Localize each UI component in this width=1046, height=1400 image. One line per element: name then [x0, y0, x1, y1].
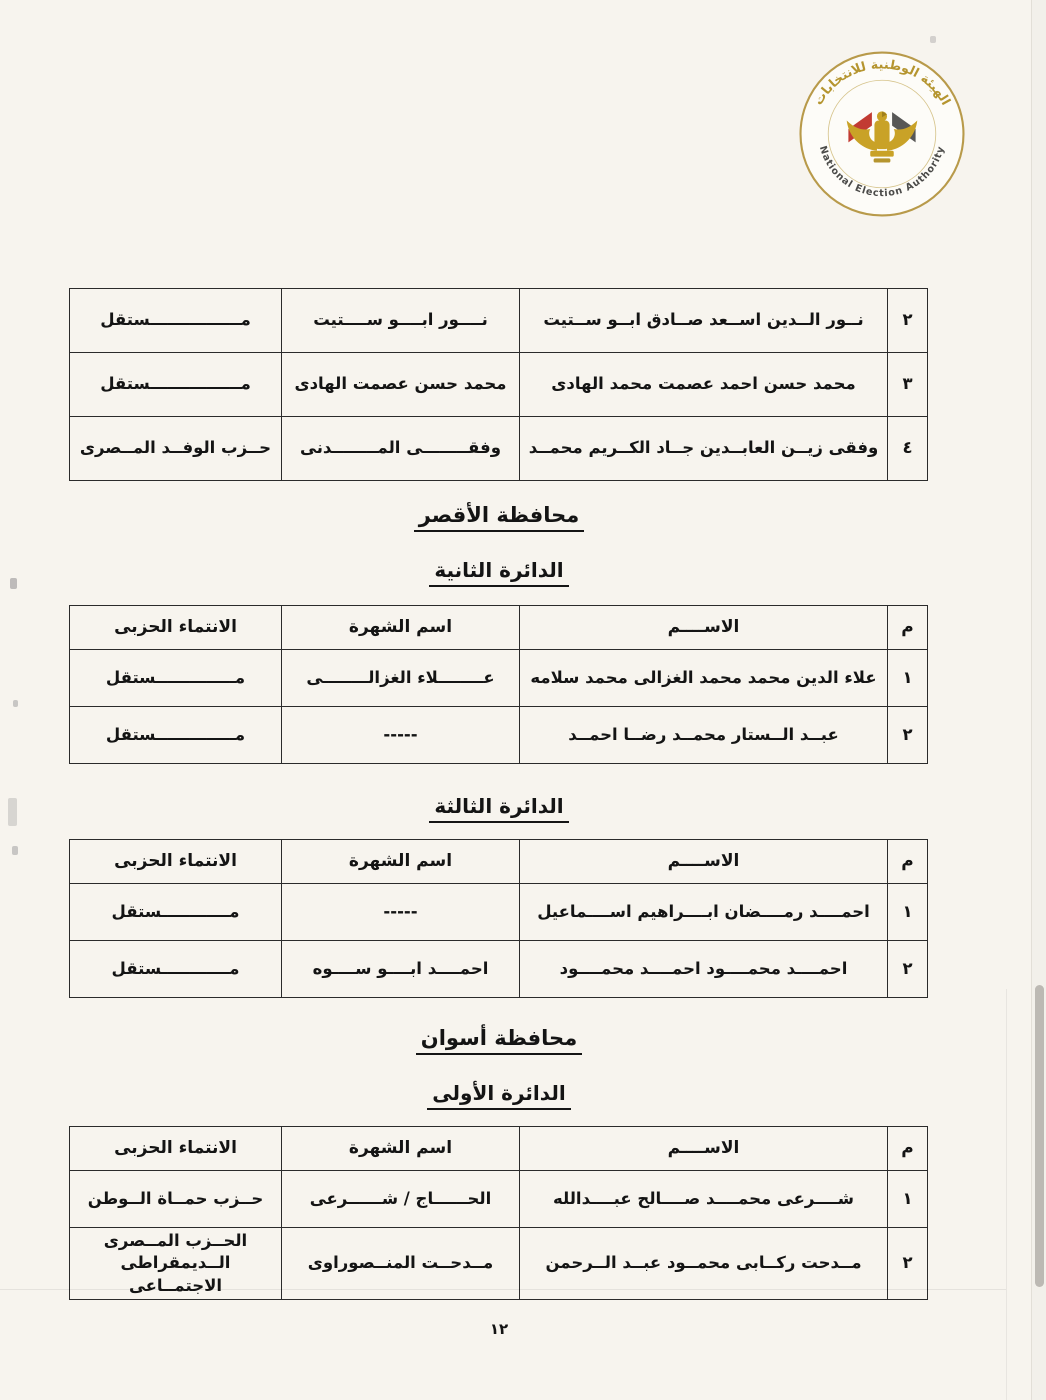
district-title: الدائرة الثانية [429, 558, 568, 587]
nickname-cell: نــــور ابــــو ســــتيت [282, 289, 520, 353]
column-header-num: م [888, 840, 928, 884]
district-heading-first [70, 1081, 928, 1110]
nickname-cell: وفقــــــــى المــــــــدنى [282, 417, 520, 481]
column-header-num: م [888, 606, 928, 650]
name-cell: مــدحت ركــابى محمــود عبــد الــرحمن [520, 1228, 888, 1300]
column-header-nickname: اسم الشهرة [282, 606, 520, 650]
table-row [70, 884, 928, 941]
table-row [70, 650, 928, 707]
governorate-heading-aswan [70, 1026, 928, 1055]
nickname-cell: مــدحــت المنــصوراوى [282, 1228, 520, 1300]
nickname-cell: محمد حسن عصمت الهادى [282, 353, 520, 417]
party-cell: مــــــــــــــستقل [70, 650, 282, 707]
name-cell: عبــد الــستار محمــد رضــا احمــد [520, 707, 888, 764]
candidates-table-luxor-district2 [69, 605, 928, 764]
column-header-num: م [888, 1127, 928, 1171]
num-cell: ٢ [888, 1228, 928, 1300]
name-cell: وفقى زيــن العابــدين جــاد الكــريم محمــد [520, 417, 888, 481]
num-cell: ١ [888, 650, 928, 707]
page-edge-horizontal [0, 1289, 1006, 1290]
party-cell: مــــــــــــــــستقل [70, 353, 282, 417]
name-cell: نــور الــدين اســعد صــادق ابــو ســتيت [520, 289, 888, 353]
candidates-table-continued [69, 288, 928, 481]
party-cell: الحــزب المــصرى الــديمقراطى الاجتمــاعى [70, 1228, 282, 1300]
party-cell: مــــــــــــستقل [70, 884, 282, 941]
column-header-party: الانتماء الحزبى [70, 840, 282, 884]
name-cell: شــــرعى محمــــد صــــالح عبــــدالله [520, 1171, 888, 1228]
governorate-title: محافظة الأقصر [414, 503, 585, 532]
num-cell: ٢ [888, 941, 928, 998]
district-title: الدائرة الأولى [427, 1081, 570, 1110]
governorate-title: محافظة أسوان [416, 1026, 582, 1055]
table-header-row [70, 606, 928, 650]
district-title: الدائرة الثالثة [429, 794, 568, 823]
document-page [70, 0, 928, 1338]
num-cell: ٢ [888, 707, 928, 764]
scan-artifact [13, 700, 18, 707]
party-cell: حــزب الوفــد المــصرى [70, 417, 282, 481]
district-heading-second [70, 558, 928, 587]
table-header-row [70, 1127, 928, 1171]
page-number: ١٢ [489, 1319, 509, 1338]
scan-artifact [930, 36, 936, 43]
table-header-row [70, 840, 928, 884]
district-heading-third [70, 794, 928, 823]
column-header-name: الاســــم [520, 606, 888, 650]
name-cell: احمــــد رمــــضان ابــــراهيم اســــماعيل [520, 884, 888, 941]
column-header-nickname: اسم الشهرة [282, 1127, 520, 1171]
scan-artifact [8, 798, 17, 826]
nickname-cell: الحــــــاج / شــــــرعى [282, 1171, 520, 1228]
candidates-table-luxor-district3 [69, 839, 928, 998]
num-cell: ١ [888, 884, 928, 941]
nickname-cell: ----- [282, 707, 520, 764]
nickname-cell: عــــــــلاء الغزالــــــــى [282, 650, 520, 707]
num-cell: ٣ [888, 353, 928, 417]
column-header-party: الانتماء الحزبى [70, 1127, 282, 1171]
num-cell: ٢ [888, 289, 928, 353]
party-cell: مــــــــــــــستقل [70, 707, 282, 764]
column-header-nickname: اسم الشهرة [282, 840, 520, 884]
table-row [70, 353, 928, 417]
name-cell: محمد حسن احمد عصمت محمد الهادى [520, 353, 888, 417]
column-header-name: الاســــم [520, 1127, 888, 1171]
nickname-cell: ----- [282, 884, 520, 941]
scan-artifact [10, 578, 17, 589]
scrollbar[interactable] [1031, 0, 1046, 1400]
governorate-heading-luxor [70, 503, 928, 532]
num-cell: ٤ [888, 417, 928, 481]
name-cell: احمــــد محمــــود احمــــد محمــــود [520, 941, 888, 998]
column-header-party: الانتماء الحزبى [70, 606, 282, 650]
logo-title-english: National Election Authority [816, 144, 948, 200]
party-cell: مــــــــــــــــستقل [70, 289, 282, 353]
nickname-cell: احمــــد ابــــو ســــوه [282, 941, 520, 998]
table-row [70, 1171, 928, 1228]
candidates-table-aswan-district1 [69, 1126, 928, 1300]
party-cell: مــــــــــــستقل [70, 941, 282, 998]
name-cell: علاء الدين محمد محمد الغزالى محمد سلامه [520, 650, 888, 707]
scan-artifact [12, 846, 18, 855]
num-cell: ١ [888, 1171, 928, 1228]
column-header-name: الاســــم [520, 840, 888, 884]
party-cell: حــزب حمــاة الــوطن [70, 1171, 282, 1228]
table-row [70, 289, 928, 353]
table-row [70, 941, 928, 998]
page-edge-vertical [1006, 989, 1007, 1400]
logo-title-arabic: الهيئة الوطنية للانتخابات [810, 56, 954, 108]
scrollbar-thumb[interactable] [1035, 985, 1044, 1287]
table-row [70, 417, 928, 481]
table-row [70, 707, 928, 764]
